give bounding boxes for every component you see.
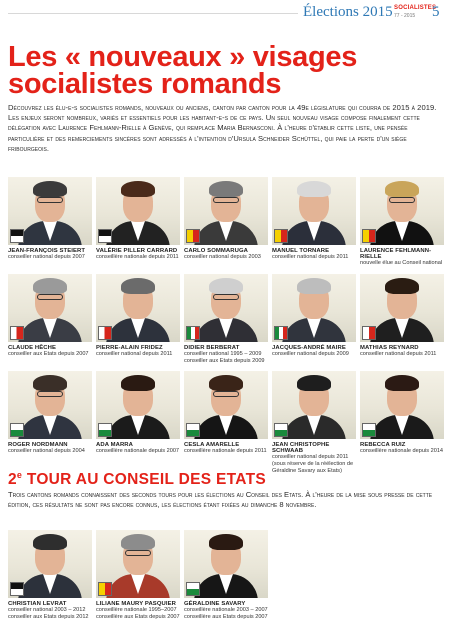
person-card xyxy=(96,274,180,358)
section2-text: Trois cantons romands connaissent des seconds tours pour les élections au Conseil des Etats. À l'heure de la mise sous presse de cette édition, ces résultats ne sont pas encore connus, les élections étant fixées au dimanche 8 novembre. xyxy=(8,490,433,510)
canton-flag-icon xyxy=(10,423,24,437)
person-name: MATHIAS REYNARD xyxy=(360,345,419,351)
portrait-photo xyxy=(96,177,180,245)
canton-flag-icon xyxy=(362,229,376,243)
canton-flag-icon xyxy=(98,229,112,243)
person-card xyxy=(272,177,356,261)
portrait-photo xyxy=(272,177,356,245)
person-name: ROGER NORDMANN xyxy=(8,442,68,448)
canton-flag-icon xyxy=(186,582,200,596)
portrait-photo xyxy=(96,530,180,598)
portrait-photo xyxy=(360,371,444,439)
section2-title: 2e TOUR AU CONSEIL DES ETATS xyxy=(8,470,267,489)
canton-flag-icon xyxy=(274,326,288,340)
portrait-photo xyxy=(8,177,92,245)
canton-flag-icon xyxy=(362,423,376,437)
person-role: conseillère nationale 1995–2007 conseillère aux Etats depuis 2007 xyxy=(96,607,180,620)
portrait-photo xyxy=(184,274,268,342)
person-name: GÉRALDINE SAVARY xyxy=(184,601,246,607)
person-name: PIERRE-ALAIN FRIDEZ xyxy=(96,345,163,351)
person-name: CHRISTIAN LEVRAT xyxy=(8,601,67,607)
portrait-photo xyxy=(8,371,92,439)
portrait-photo xyxy=(360,274,444,342)
portrait-photo xyxy=(272,371,356,439)
canton-flag-icon xyxy=(10,582,24,596)
person-card xyxy=(8,274,92,358)
person-role: conseillère nationale depuis 2011 xyxy=(184,448,267,454)
page-header xyxy=(0,0,450,26)
person-name: JEAN-FRANÇOIS STEIERT xyxy=(8,248,86,254)
person-role: conseiller national depuis 2007 xyxy=(8,254,85,260)
person-role: conseiller national 2003 – 2012 conseiller aux Etats depuis 2012 xyxy=(8,607,89,620)
canton-flag-icon xyxy=(186,229,200,243)
portrait-photo xyxy=(96,371,180,439)
canton-flag-icon xyxy=(98,326,112,340)
person-role: conseiller national depuis 2011 xyxy=(96,351,173,357)
page-number: 5 xyxy=(432,4,440,20)
person-card xyxy=(184,274,268,365)
person-role: conseillère nationale depuis 2011 xyxy=(96,254,179,260)
person-role: conseiller national depuis 2003 xyxy=(184,254,261,260)
portrait-photo xyxy=(184,371,268,439)
header-rule xyxy=(8,13,298,14)
issue-date: 77 - 2015 xyxy=(394,13,416,19)
person-role: conseiller national depuis 2009 xyxy=(272,351,349,357)
person-name: CLAUDE HÊCHE xyxy=(8,345,56,351)
person-card xyxy=(184,371,268,455)
canton-flag-icon xyxy=(10,326,24,340)
person-role: conseiller aux Etats depuis 2007 xyxy=(8,351,89,357)
person-role: conseiller national depuis 2004 xyxy=(8,448,85,454)
canton-flag-icon xyxy=(274,423,288,437)
person-role: conseillère nationale 2003 – 2007 conseillère aux Etats depuis 2007 xyxy=(184,607,268,620)
brand-label: SOCIALISTES xyxy=(394,5,437,11)
person-role: conseillère nationale depuis 2007 xyxy=(96,448,180,454)
person-name: CARLO SOMMARUGA xyxy=(184,248,249,254)
person-role: conseiller national depuis 2011 (sous réserve de la réélection de Géraldine Savary aux Etats) xyxy=(272,454,354,474)
person-card xyxy=(96,530,180,621)
person-card xyxy=(8,530,92,621)
person-card xyxy=(8,177,92,261)
person-name: MANUEL TORNARE xyxy=(272,248,330,254)
section-title: Élections 2015 xyxy=(303,4,393,20)
person-card xyxy=(272,371,356,475)
person-card xyxy=(360,274,444,358)
person-card xyxy=(184,177,268,261)
portrait-photo xyxy=(272,274,356,342)
person-name: JACQUES-ANDRÉ MAIRE xyxy=(272,345,346,351)
canton-flag-icon xyxy=(274,229,288,243)
canton-flag-icon xyxy=(362,326,376,340)
person-card xyxy=(8,371,92,455)
person-card xyxy=(184,530,268,621)
person-card xyxy=(272,274,356,358)
person-role: conseiller national depuis 2011 xyxy=(272,254,349,260)
person-name: DIDIER BERBERAT xyxy=(184,345,240,351)
person-name: VALÉRIE PILLER CARRARD xyxy=(96,248,178,254)
portrait-photo xyxy=(8,530,92,598)
person-role: conseiller national depuis 2011 xyxy=(360,351,437,357)
person-role: conseiller national 1995 – 2009 conseiller aux Etats depuis 2009 xyxy=(184,351,265,364)
portrait-photo xyxy=(360,177,444,245)
person-name: CESLA AMARELLE xyxy=(184,442,240,448)
portrait-photo xyxy=(96,274,180,342)
portrait-photo xyxy=(8,274,92,342)
person-name: LILIANE MAURY PASQUIER xyxy=(96,601,176,607)
person-name: ADA MARRA xyxy=(96,442,134,448)
person-card xyxy=(96,177,180,261)
canton-flag-icon xyxy=(186,423,200,437)
canton-flag-icon xyxy=(98,582,112,596)
person-name: REBECCA RUIZ xyxy=(360,442,406,448)
person-role: conseillère nationale depuis 2014 xyxy=(360,448,444,454)
canton-flag-icon xyxy=(186,326,200,340)
person-card xyxy=(96,371,180,455)
canton-flag-icon xyxy=(98,423,112,437)
person-name: LAURENCE FEHLMANN-RIELLE xyxy=(360,248,432,260)
person-role: nouvelle élue au Conseil national xyxy=(360,260,443,266)
article-intro: Découvrez les élu-e-s socialistes romands, nouveaux ou anciens, canton par canton pour la 49e législature qui courra de 2015 à 2019. Les enjeux seront nombreux, variés et essentiels pour les habitant-e-s de ce pays. Un seul nouveau visage compose finalement cette délégation avec Laurence Fehlmann-Rielle à Genève, qui remplace Maria Bernasconi. À l'heure d'établir cette liste, une pensée particulière et des remerciements sincères sont adressés à l'intention d'Ursula Schneider Schüttel, qui paie la perte d'un siège fribourgeois. xyxy=(8,103,437,153)
portrait-photo xyxy=(184,530,268,598)
person-name: JEAN CHRISTOPHE SCHWAAB xyxy=(272,442,330,454)
article-title: Les « nouveaux » visages socialistes romands xyxy=(8,41,358,100)
person-card xyxy=(360,177,444,267)
canton-flag-icon xyxy=(10,229,24,243)
person-card xyxy=(360,371,444,455)
portrait-photo xyxy=(184,177,268,245)
